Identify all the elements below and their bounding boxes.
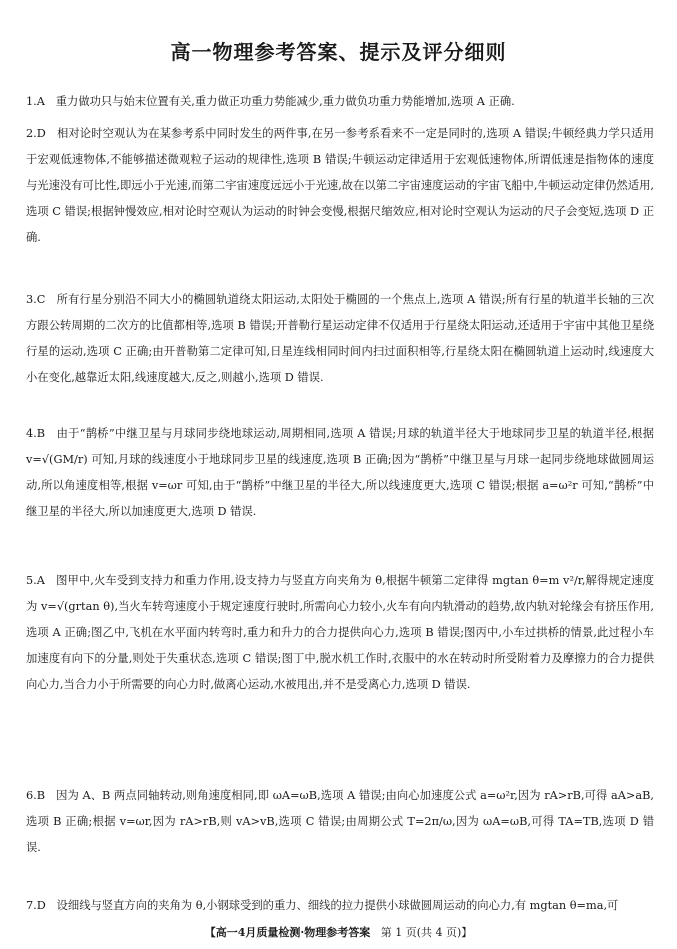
answer-number: 7.D xyxy=(26,899,46,912)
answer-number: 5.A xyxy=(26,574,45,587)
answer-item-2 xyxy=(26,121,654,251)
answer-text: 相对论时空观认为在某参考系中同时发生的两件事,在另一参考系看来不一定是同时的,选项 A 错误;牛顿经典力学只适用于宏观低速物体,不能够描述微观粒子运动的规律性,选项 B 错误;牛顿运动定律适用于宏观低速物体,所谓低速是指物体的速度与光速没有可比性,即远小于光速,而第二宇宙速度远远小于光速,故在以第二宇宙速度运动的宇宙飞船中,牛顿运动定律仍然适用,选项 C 错误;根据钟慢效应,相对论时空观认为运动的时钟会变慢,根据尺缩效应,相对论时空观认为运动的尺子会变短,选项 D 正确. xyxy=(26,127,654,244)
answer-item-1 xyxy=(26,89,654,115)
answer-number: 6.B xyxy=(26,789,46,802)
answer-item-3 xyxy=(26,287,654,391)
answer-number: 1.A xyxy=(26,95,45,108)
answer-text: 所有行星分别沿不同大小的椭圆轨道绕太阳运动,太阳处于椭圆的一个焦点上,选项 A 错误;所有行星的轨道半长轴的三次方跟公转周期的二次方的比值都相等,选项 B 错误;开普勒行星运动定律不仅适用于行星绕太阳运动,还适用于宇宙中其他卫星绕行星的运动,选项 C 正确;由开普勒第二定律可知,日星连线相同时间内扫过面积相等,行星绕太阳在椭圆轨道上运动时,线速度大小在变化,越靠近太阳,线速度越大,反之,则越小,选项 D 错误. xyxy=(26,293,654,384)
answer-item-6 xyxy=(26,783,654,861)
answer-text: 重力做功只与始末位置有关,重力做正功重力势能减少,重力做负功重力势能增加,选项 A 正确. xyxy=(55,95,515,108)
answer-item-7 xyxy=(26,893,654,919)
answer-text: 设细线与竖直方向的夹角为 θ,小钢球受到的重力、细线的拉力提供小球做圆周运动的向心力,有 mgtan θ=ma,可 xyxy=(56,899,619,912)
footer-title: 【高一4月质量检测·物理参考答案 xyxy=(204,926,371,939)
answer-item-4 xyxy=(26,421,654,525)
page-title: 高一物理参考答案、提示及评分细则 xyxy=(170,40,507,64)
answer-number: 2.D xyxy=(26,127,46,140)
answer-text: 图甲中,火车受到支持力和重力作用,设支持力与竖直方向夹角为 θ,根据牛顿第二定律得 mgtan θ=m v²/r,解得规定速度为 v=√(grtan θ),当火车转弯速度小于规定速度行驶时,所需向心力较小,火车有向内轨滑动的趋势,故内轨对轮缘会有挤压作用,选项 A 正确;图乙中,飞机在水平面内转弯时,重力和升力的合力提供向心力,选项 B 错误;图丙中,小车过拱桥的情景,此过程小车加速度有向下的分量,则处于失重状态,选项 C 错误;图丁中,脱水机工作时,衣服中的水在转动时所受附着力及摩擦力的合力提供向心力,当合力小于所需要的向心力时,做离心运动,水被甩出,并不是受离心力,选项 D 错误. xyxy=(26,574,654,691)
answer-item-5 xyxy=(26,568,654,698)
answer-text: 因为 A、B 两点同轴转动,则角速度相同,即 ωA=ωB,选项 A 错误;由向心加速度公式 a=ω²r,因为 rA>rB,可得 aA>aB,选项 B 正确;根据 v=ωr,因为 rA>rB,则 vA>vB,选项 C 错误;由周期公式 T=2π/ω,因为 ωA=ωB,可得 TA=TB,选项 D 错误. xyxy=(26,789,654,854)
answer-number: 3.C xyxy=(26,293,46,306)
answer-text: 由于“鹊桥”中继卫星与月球同步绕地球运动,周期相同,选项 A 错误;月球的轨道半径大于地球同步卫星的轨道半径,根据 v=√(GM/r) 可知,月球的线速度小于地球同步卫星的线速度,选项 B 正确;因为“鹊桥”中继卫星与月球一起同步绕地球做圆周运动,所以角速度相等,根据 v=ωr 可知,由于“鹊桥”中继卫星的半径大,所以线速度更大,选项 C 错误;根据 a=ω²r 可知,“鹊桥”中继卫星的半径大,所以加速度更大,选项 D 错误. xyxy=(26,427,654,518)
page-footer xyxy=(0,924,677,940)
footer-page-number: 第 1 页(共 4 页)】 xyxy=(380,926,473,939)
answer-number: 4.B xyxy=(26,427,46,440)
